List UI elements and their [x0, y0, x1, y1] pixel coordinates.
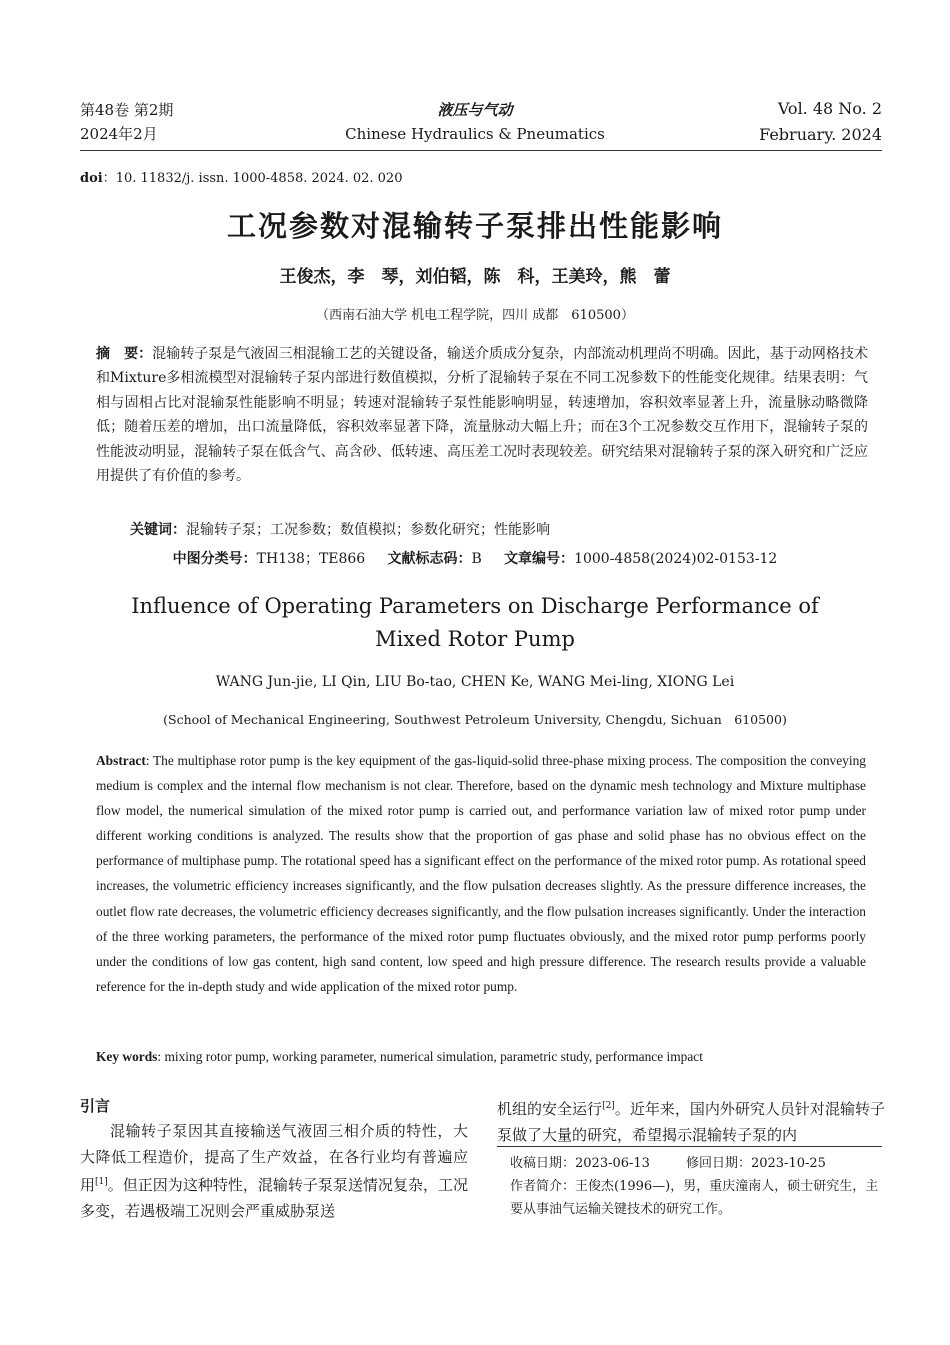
authors-cn: 王俊杰，李 琴，刘伯韬，陈 科，王美玲，熊 蕾: [279, 267, 671, 287]
doi-line: [80, 167, 402, 186]
date-en: February. 2024: [759, 125, 882, 144]
intro-left-text: 混输转子泵因其直接输送气液固三相介质的特性，大大降低工程造价，提高了生产效益，在各行业均有普遍应用: [80, 1122, 468, 1194]
intro-heading: 引言: [80, 1097, 111, 1115]
header-rule: [80, 150, 882, 151]
intro-right-text-2: 。近年来，国内外研究人员针对混输转子泵做了大量的研究，希望揭示混输转子泵的内: [497, 1100, 885, 1144]
revised-date: 修回日期：2023-10-25: [685, 1156, 826, 1171]
intro-right-text: 机组的安全运行: [497, 1100, 603, 1118]
article-no-value: 1000-4858(2024)02-0153-12: [574, 551, 778, 567]
abstract-en-text: : The multiphase rotor pump is the key equipment of the gas-liquid-solid three-phase mixing process. The composition the conveying medium is complex and the internal flow mechanism is not clear. Therefore, based on the dynamic mesh technology and Mixture multiphase flow model, the numerical simulation of the mixed rotor pump is carried out, and performance variation law of mixed rotor pump under different working conditions is analyzed. The results show that the proportion of gas phase and solid phase has no obvious effect on the performance of multiphase pump. The rotational speed has a significant effect on the performance of the mixed rotor pump. As rotational speed increases, the volumetric efficiency increases significantly, and the flow pulsation decreases slightly. As the pressure difference increases, the outlet flow rate decreases, the volumetric efficiency decreases significantly, and the flow pulsation increases significantly. Under the interaction of the three working parameters, the performance of the mixed rotor pump fluctuates obviously, and the mixed rotor pump performs poorly under the conditions of low gas content, high sand content, low speed and high pressure difference. The research results provide a valuable reference for the in-depth study and wide application of the mixed rotor pump.: [96, 753, 866, 994]
keywords-en-text: : mixing rotor pump, working parameter, numerical simulation, parametric study, performance impact: [157, 1049, 703, 1064]
footnote: [497, 1152, 882, 1221]
doi-label: doi: [80, 171, 103, 186]
affiliation-cn: （西南石油大学 机电工程学院，四川 成都 610500）: [316, 308, 634, 323]
volume-en: Vol. 48 No. 2: [777, 99, 882, 118]
citation-1[interactable]: [1]: [95, 1177, 108, 1187]
author-bio: 作者简介：王俊杰(1996—)，男，重庆潼南人，硕士研究生，主要从事油气运输关键技术的研究工作。: [510, 1179, 879, 1217]
abstract-en-label: Abstract: [96, 753, 146, 768]
keywords-en-label: Key words: [96, 1049, 158, 1064]
footnote-rule: [497, 1146, 882, 1147]
affiliation-en: (School of Mechanical Engineering, Southwest Petroleum University, Chengdu, Sichuan 610500): [163, 712, 787, 727]
title-en: Influence of Operating Parameters on Discharge Performance of Mixed Rotor Pump: [131, 594, 819, 651]
header-center: [300, 98, 650, 146]
intro-paragraph-cont: [497, 1094, 885, 1148]
citation-2[interactable]: [2]: [602, 1101, 615, 1111]
header-right: [759, 96, 882, 148]
abstract-cn-label: 摘 要：: [96, 346, 153, 362]
doc-code-value: B: [471, 551, 482, 567]
keywords-en: [96, 1049, 876, 1065]
keywords-cn: [130, 519, 550, 539]
title-cn: 工况参数对混输转子泵排出性能影响: [226, 209, 723, 243]
keywords-cn-text: 混输转子泵；工况参数；数值模拟；参数化研究；性能影响: [186, 522, 550, 538]
intro-right-column: [497, 1094, 885, 1148]
article-no-label: 文章编号：: [504, 551, 575, 567]
abstract-cn-text: 混输转子泵是气液固三相混输工艺的关键设备，输送介质成分复杂，内部流动机理尚不明确。因此，基于动网格技术和Mixture多相流模型对混输转子泵内部进行数值模拟，分析了混输转子泵在不同工况参数下的性能变化规律。结果表明：气相与固相占比对混输泵性能影响不明显；转速对混输转子泵性能影响明显，转速增加，容积效率显著上升，流量脉动略微降低；随着压差的增加，出口流量降低，容积效率显著下降，流量脉动大幅上升；而在3个工况参数交互作用下，混输转子泵的性能波动明显，混输转子泵在低含气、高含砂、低转速、高压差工况时表现较差。研究结果对混输转子泵的深入研究和广泛应用提供了有价值的参考。: [96, 346, 869, 485]
clc-value: TH138；TE866: [256, 551, 366, 567]
abstract-cn: [96, 342, 868, 488]
received-date: 收稿日期：2023-06-13: [510, 1156, 650, 1171]
volume-cn: 第48卷 第2期: [80, 101, 174, 119]
journal-name-cn: 液压与气动: [437, 101, 513, 119]
intro-left-column: [80, 1119, 468, 1224]
doi-value: ：10. 11832/j. issn. 1000-4858. 2024. 02. 020: [102, 171, 403, 186]
journal-name-en: Chinese Hydraulics & Pneumatics: [345, 125, 605, 143]
abstract-en: [96, 748, 866, 999]
keywords-cn-label: 关键词：: [130, 522, 186, 538]
doc-code-label: 文献标志码：: [387, 551, 472, 567]
date-cn: 2024年2月: [80, 125, 158, 143]
intro-left-text-2: 。但正因为这种特性，混输转子泵泵送情况复杂，工况多变，若遇极端工况则会严重威胁泵送: [80, 1176, 468, 1220]
authors-en: WANG Jun-jie, LI Qin, LIU Bo-tao, CHEN Ke, WANG Mei-ling, XIONG Lei: [215, 674, 735, 690]
classification-line: [0, 548, 950, 568]
intro-paragraph: [80, 1119, 468, 1224]
footnote-dates: [497, 1152, 882, 1175]
header-left: [80, 98, 173, 146]
clc-label: 中图分类号：: [172, 551, 257, 567]
